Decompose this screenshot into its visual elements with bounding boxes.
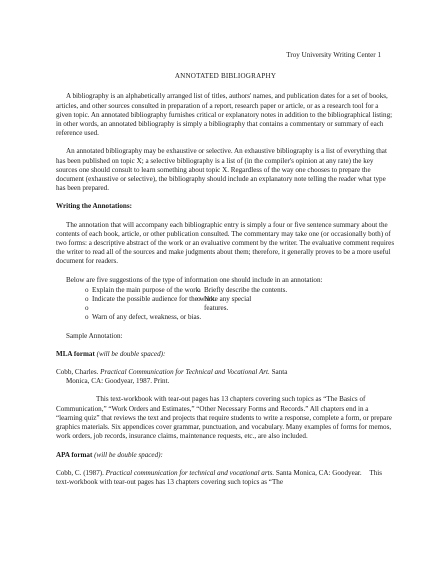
citation-publisher: Santa Monica, CA: Goodyear. <box>275 468 362 477</box>
mla-annotation: This text-workbook with tear-out pages has 13 chapters covering such topics as “The Basics of Communication,” “Work Orders and Estimates,” “Other Necessary Forms and Records.” All chapters end in a “learning quiz” that reviews the text and projects that require students to write a response, complete a form, or prepare graphics materials. Six appendices cover grammar, punctuation, and vocabulary. Many examples of forms for memos, work orders, job records, insurance claims, maintenance requests, etc., are also included. <box>56 395 392 441</box>
suggestions-intro: Below are five suggestions of the type of information one should include in an annotation: <box>66 275 323 284</box>
suggestion-text: Indicate the possible audience for the work. <box>92 295 216 304</box>
suggestion-text: o features. <box>204 304 229 313</box>
citation-publisher: Santa <box>271 368 288 377</box>
list-item-continuation <box>92 304 395 313</box>
list-item <box>92 313 395 322</box>
suggestion-text: Warn of any defect, weakness, or bias. <box>92 313 202 322</box>
apa-annotation: This text-workbook with tear-out pages has 13 chapters covering such topics as “The <box>56 468 383 486</box>
apa-heading <box>56 451 395 460</box>
citation-author: Cobb, Charles. <box>56 368 99 377</box>
suggestions-list <box>56 286 395 323</box>
suggestion-text: o Briefly describe the contents. <box>204 286 287 295</box>
intro-paragraph: A bibliography is an alphabetically arranged list of titles, authors' names, and publication dates for a set of books, articles, and other sources consulted in preparation of a report, research paper or article, or as a research tool for a given topic. An annotated bibliography furnishes critical or explanatory notes in addition to the bibliographical listing; in other words, an annotated bibliography is simply a bibliography that contains a commentary or summary of each reference used. <box>56 92 393 138</box>
list-item <box>92 286 395 295</box>
running-head: Troy University Writing Center 1 <box>286 51 381 59</box>
list-item <box>92 295 395 304</box>
citation-title: Practical communication for technical and vocational arts. <box>105 468 275 477</box>
apa-citation <box>56 469 395 487</box>
apa-label: APA format <box>56 450 93 459</box>
section-heading: Writing the Annotations: <box>56 202 132 211</box>
mla-citation <box>56 368 395 386</box>
mla-note: (will be double spaced): <box>96 349 166 358</box>
citation-continuation: Monica, CA: Goodyear, 1987. Print. <box>66 377 170 386</box>
annotation-description-paragraph: The annotation that will accompany each bibliographic entry is simply a four or five sentence summary about the contents of each book, article, or other publication consulted. The commentary may take one (or occasionally both) of two forms: a descriptive abstract of the work or an evaluative comment by the writer. The evaluative comment requires the writer to read all of the sources and make judgments about them; therefore, it generally proves to be a more useful document for readers. <box>56 220 395 266</box>
sample-label: Sample Annotation: <box>66 331 123 340</box>
citation-title: Practical Communication for Technical and Vocational Art. <box>100 368 270 377</box>
apa-note: (will be double spaced): <box>94 450 163 459</box>
page-title: ANNOTATED BIBLIOGRAPHY <box>174 72 277 81</box>
mla-label: MLA format <box>56 349 95 358</box>
exhaustive-selective-paragraph: An annotated bibliography may be exhaustive or selective. An exhaustive bibliography is a list of everything that has been published on topic X; a selective bibliography is a list of (in the compiler's opinion at any rate) the key sources one should consult to learn something about topic X. Regardless of the way one chooses to prepare the document (exhaustive or selective), the bibliography should include an explanatory note telling the reader what type has been prepared. <box>56 147 387 193</box>
citation-author: Cobb, C. (1987). <box>56 468 104 477</box>
suggestion-text: Explain the main purpose of the work. <box>92 285 201 294</box>
suggestion-text: o Note any special <box>204 295 251 304</box>
mla-heading <box>56 350 395 359</box>
